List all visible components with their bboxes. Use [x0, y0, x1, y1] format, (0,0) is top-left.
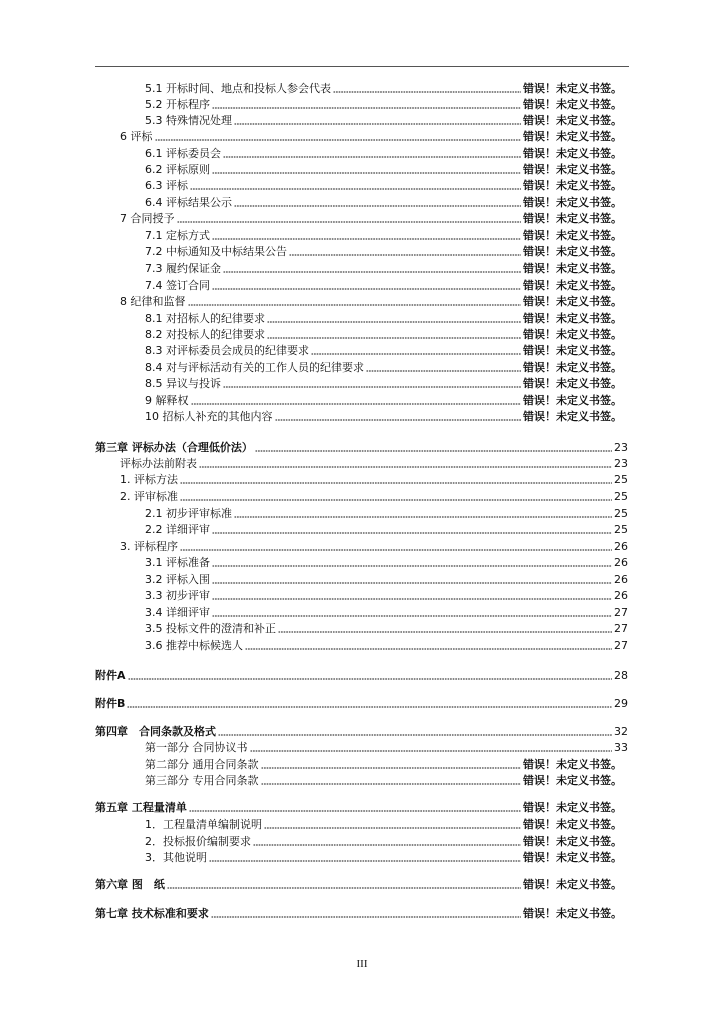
toc-entry-page: 错误！未定义书签。: [523, 163, 622, 176]
toc-leader-dots: [188, 304, 522, 306]
toc-entry-label: 3．其他说明: [145, 851, 207, 864]
toc-entry-page: 错误！未定义书签。: [523, 82, 622, 95]
toc-entry-label: 3.3 初步评审: [145, 589, 210, 602]
toc-entry-label: 8 纪律和监督: [120, 295, 186, 308]
toc-entry-label: 3.1 评标准备: [145, 556, 210, 569]
toc-entry-page: 错误！未定义书签。: [523, 361, 622, 374]
toc-leader-dots: [212, 107, 521, 109]
toc-entry-page: 26: [614, 539, 628, 553]
toc-entry[interactable]: [145, 342, 622, 358]
toc-entry-label: 6 评标: [120, 130, 153, 143]
toc-entry-page: 错误！未定义书签。: [523, 262, 622, 275]
toc-entry-label: 第二部分 通用合同条款: [145, 758, 259, 771]
toc-entry-label: 7.2 中标通知及中标结果公告: [145, 245, 287, 258]
toc-leader-dots: [234, 205, 521, 207]
toc-entry-page: 错误！未定义书签。: [523, 279, 622, 292]
toc-entry-label: 第三章 评标办法（合理低价法）: [95, 441, 253, 454]
toc-entry-page: 错误！未定义书签。: [523, 818, 622, 831]
toc-entry[interactable]: [145, 756, 622, 772]
toc-leader-dots: [177, 221, 522, 223]
toc-entry-label: 第三部分 专用合同条款: [145, 774, 259, 787]
toc-entry-label: 第四章 合同条款及格式: [95, 725, 216, 738]
toc-entry[interactable]: [145, 227, 622, 243]
toc-entry[interactable]: [145, 80, 622, 96]
toc-entry[interactable]: [145, 310, 622, 326]
toc-entry-label: 2. 评审标准: [120, 490, 178, 503]
toc-entry-label: 7.4 签订合同: [145, 279, 210, 292]
toc-entry[interactable]: [145, 587, 628, 603]
toc-entry-label: 3.4 详细评审: [145, 606, 210, 619]
toc-entry[interactable]: [145, 161, 622, 177]
toc-entry-page: 27: [614, 605, 628, 619]
toc-entry-page: 23: [614, 440, 628, 454]
toc-entry-label: 第一部分 合同协议书: [145, 741, 248, 754]
toc-leader-dots: [212, 288, 521, 290]
toc-entry-label: 6.1 评标委员会: [145, 147, 221, 160]
toc-leader-dots: [311, 353, 521, 355]
toc-leader-dots: [212, 565, 612, 567]
toc-entry-label: 3.6 推荐中标候选人: [145, 639, 243, 652]
toc-leader-dots: [267, 321, 521, 323]
toc-entry-label: 第七章 技术标准和要求: [95, 907, 209, 920]
toc-leader-dots: [253, 844, 521, 846]
toc-entry-label: 5.3 特殊情况处理: [145, 114, 232, 127]
toc-entry-label: 8.4 对与评标活动有关的工作人员的纪律要求: [145, 361, 364, 374]
toc-leader-dots: [212, 532, 612, 534]
toc-entry-page: 错误！未定义书签。: [523, 907, 622, 920]
toc-leader-dots: [127, 706, 612, 708]
toc-entry-page: 26: [614, 572, 628, 586]
toc-entry[interactable]: [145, 571, 628, 587]
toc-leader-dots: [180, 482, 612, 484]
toc-entry-page: 25: [614, 506, 628, 520]
toc-entry-label: 6.4 评标结果公示: [145, 196, 232, 209]
toc-leader-dots: [255, 450, 612, 452]
toc-entry-page: 27: [614, 621, 628, 635]
toc-entry[interactable]: [95, 799, 622, 815]
toc-leader-dots: [267, 337, 521, 339]
toc-entry[interactable]: [145, 637, 628, 653]
toc-entry[interactable]: [145, 359, 622, 375]
toc-entry[interactable]: [145, 521, 628, 537]
toc-entry[interactable]: [120, 293, 622, 309]
toc-entry[interactable]: [145, 392, 622, 408]
toc-entry-label: 第五章 工程量清单: [95, 801, 187, 814]
toc-entry[interactable]: [145, 554, 628, 570]
toc-entry-label: 6.2 评标原则: [145, 163, 210, 176]
toc-entry[interactable]: [95, 667, 628, 683]
toc-entry-label: 7.3 履约保证金: [145, 262, 221, 275]
toc-entry[interactable]: [145, 177, 622, 193]
toc-entry-label: 3.5 投标文件的澄清和补正: [145, 622, 276, 635]
toc-entry-page: 27: [614, 638, 628, 652]
toc-entry[interactable]: [145, 145, 622, 161]
toc-entry-page: 错误！未定义书签。: [523, 179, 622, 192]
toc-leader-dots: [180, 499, 612, 501]
toc-leader-dots: [212, 598, 612, 600]
toc-leader-dots: [212, 615, 612, 617]
toc-entry[interactable]: [145, 620, 628, 636]
toc-entry-page: 错误！未定义书签。: [523, 835, 622, 848]
toc-entry-label: 6.3 评标: [145, 179, 188, 192]
toc-leader-dots: [261, 767, 522, 769]
toc-leader-dots: [167, 887, 521, 889]
toc-entry[interactable]: [120, 210, 622, 226]
toc-entry[interactable]: [145, 408, 622, 424]
toc-entry-label: 8.1 对招标人的纪律要求: [145, 312, 265, 325]
toc-leader-dots: [190, 188, 521, 190]
toc-entry-page: 25: [614, 522, 628, 536]
toc-entry[interactable]: [95, 723, 628, 739]
toc-entry[interactable]: [95, 905, 622, 921]
toc-entry-page: 33: [614, 740, 628, 754]
toc-entry-label: 8.5 异议与投诉: [145, 377, 221, 390]
toc-entry[interactable]: [145, 112, 622, 128]
toc-entry-label: 7 合同授予: [120, 212, 175, 225]
toc-entry-label: 附件B: [95, 697, 126, 710]
toc-entry-page: 错误！未定义书签。: [523, 758, 622, 771]
toc-entry-page: 25: [614, 472, 628, 486]
toc-entry-page: 29: [614, 696, 628, 710]
toc-entry[interactable]: [145, 505, 628, 521]
toc-entry-page: 错误！未定义书签。: [523, 394, 622, 407]
toc-entry-page: 错误！未定义书签。: [523, 328, 622, 341]
toc-leader-dots: [223, 156, 521, 158]
toc-entry-page: 错误！未定义书签。: [523, 851, 622, 864]
toc-entry-label: 3. 评标程序: [120, 540, 178, 553]
toc-entry-page: 错误！未定义书签。: [523, 801, 622, 814]
toc-entry-label: 第六章 图 纸: [95, 878, 165, 891]
toc-leader-dots: [211, 916, 521, 918]
toc-leader-dots: [155, 139, 522, 141]
toc-entry-label: 3.2 评标入围: [145, 573, 210, 586]
toc-leader-dots: [191, 403, 522, 405]
toc-entry-label: 附件A: [95, 669, 126, 682]
toc-entry[interactable]: [145, 260, 622, 276]
toc-entry-page: 错误！未定义书签。: [523, 147, 622, 160]
toc-entry-label: 2．投标报价编制要求: [145, 835, 251, 848]
toc-entry-page: 23: [614, 456, 628, 470]
toc-leader-dots: [223, 386, 521, 388]
toc-entry-page: 25: [614, 489, 628, 503]
toc-entry-page: 28: [614, 668, 628, 682]
toc-entry[interactable]: [120, 455, 628, 471]
toc-entry-label: 1．工程量清单编制说明: [145, 818, 262, 831]
toc-entry[interactable]: [145, 816, 622, 832]
toc-leader-dots: [234, 516, 612, 518]
toc-entry-page: 错误！未定义书签。: [523, 98, 622, 111]
toc-leader-dots: [245, 648, 612, 650]
toc-entry-page: 错误！未定义书签。: [523, 212, 622, 225]
toc-leader-dots: [223, 271, 521, 273]
toc-entry-label: 2.1 初步评审标准: [145, 507, 232, 520]
toc-entry-label: 9 解释权: [145, 394, 189, 407]
toc-leader-dots: [199, 466, 612, 468]
toc-leader-dots: [209, 860, 521, 862]
toc-entry[interactable]: [95, 439, 628, 455]
toc-leader-dots: [212, 238, 521, 240]
toc-entry-page: 错误！未定义书签。: [523, 774, 622, 787]
toc-entry[interactable]: [145, 375, 622, 391]
page-number: III: [356, 958, 368, 970]
toc-entry-label: 1. 评标方法: [120, 473, 178, 486]
toc-entry-label: 7.1 定标方式: [145, 229, 210, 242]
toc-entry-page: 错误！未定义书签。: [523, 295, 622, 308]
toc-entry[interactable]: [95, 876, 622, 892]
toc-entry-label: 评标办法前附表: [120, 457, 197, 470]
toc-entry-label: 8.3 对评标委员会成员的纪律要求: [145, 344, 309, 357]
toc-leader-dots: [180, 549, 612, 551]
toc-entry-page: 错误！未定义书签。: [523, 410, 622, 423]
toc-entry-page: 错误！未定义书签。: [523, 229, 622, 242]
toc-entry-label: 8.2 对投标人的纪律要求: [145, 328, 265, 341]
toc-entry[interactable]: [120, 128, 622, 144]
toc-entry-page: 错误！未定义书签。: [523, 114, 622, 127]
toc-entry[interactable]: [120, 538, 628, 554]
toc-entry-label: 10 招标人补充的其他内容: [145, 410, 273, 423]
toc-entry[interactable]: [120, 488, 628, 504]
toc-entry-label: 5.1 开标时间、地点和投标人参会代表: [145, 82, 331, 95]
toc-entry-page: 错误！未定义书签。: [523, 344, 622, 357]
toc-leader-dots: [278, 631, 612, 633]
toc-leader-dots: [250, 750, 613, 752]
toc-entry[interactable]: [95, 695, 628, 711]
toc-entry-page: 错误！未定义书签。: [523, 312, 622, 325]
toc-entry-page: 26: [614, 588, 628, 602]
toc-entry[interactable]: [145, 277, 622, 293]
toc-entry[interactable]: [145, 96, 622, 112]
toc-entry-label: 5.2 开标程序: [145, 98, 210, 111]
toc-entry-page: 错误！未定义书签。: [523, 130, 622, 143]
toc-entry[interactable]: [145, 326, 622, 342]
toc-leader-dots: [212, 172, 521, 174]
toc-leader-dots: [189, 810, 521, 812]
toc-entry-page: 26: [614, 555, 628, 569]
toc-entry-page: 错误！未定义书签。: [523, 196, 622, 209]
toc-leader-dots: [234, 123, 521, 125]
toc-entry-page: 错误！未定义书签。: [523, 878, 622, 891]
toc-entry[interactable]: [145, 604, 628, 620]
toc-leader-dots: [366, 370, 521, 372]
toc-entry-page: 32: [614, 724, 628, 738]
toc-entry[interactable]: [145, 772, 622, 788]
toc-entry[interactable]: [145, 194, 622, 210]
toc-leader-dots: [128, 678, 612, 680]
toc-entry[interactable]: [120, 471, 628, 487]
toc-entry-page: 错误！未定义书签。: [523, 377, 622, 390]
toc-leader-dots: [333, 91, 521, 93]
toc-leader-dots: [261, 783, 522, 785]
toc-leader-dots: [218, 734, 612, 736]
toc-entry-page: 错误！未定义书签。: [523, 245, 622, 258]
toc-leader-dots: [289, 254, 521, 256]
toc-entry[interactable]: [145, 833, 622, 849]
toc-leader-dots: [212, 582, 612, 584]
toc-leader-dots: [264, 827, 521, 829]
toc-entry-label: 2.2 详细评审: [145, 523, 210, 536]
toc-entry[interactable]: [145, 849, 622, 865]
toc-entry[interactable]: [145, 739, 628, 755]
toc-leader-dots: [275, 419, 522, 421]
toc-entry[interactable]: [145, 243, 622, 259]
